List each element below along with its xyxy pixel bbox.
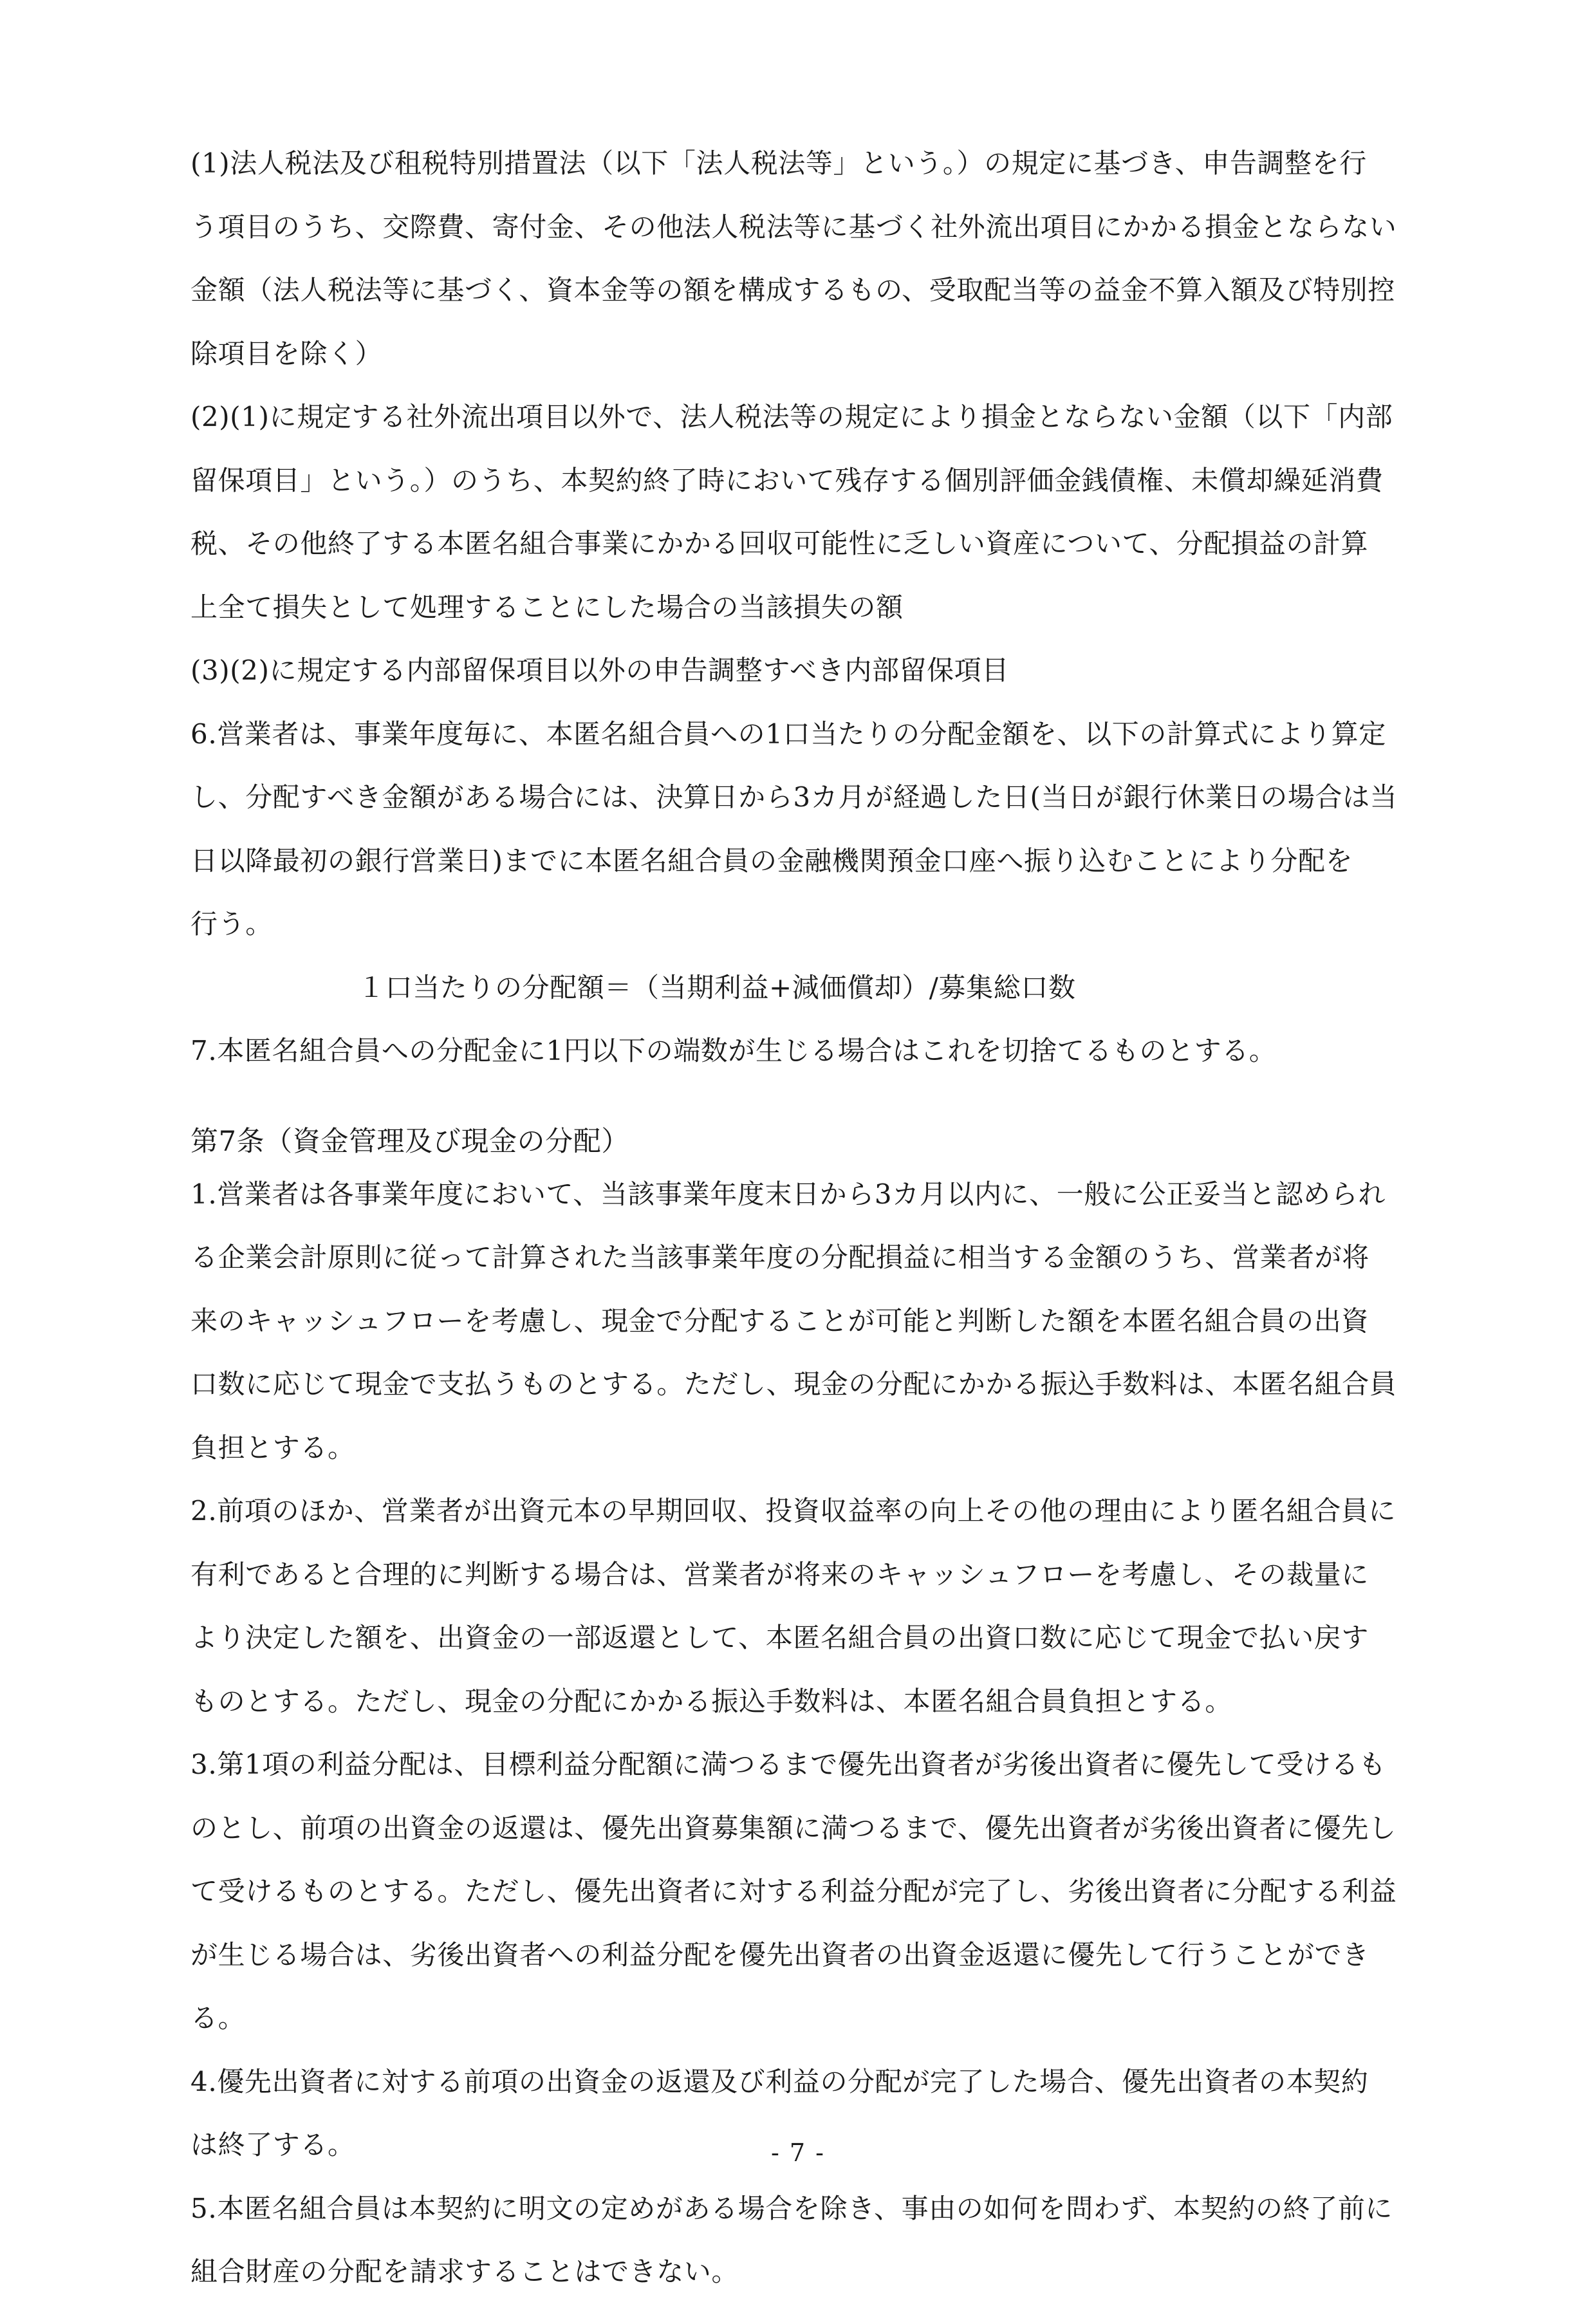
text-line: 来のキャッシュフローを考慮し、現金で分配することが可能と判断した額を本匿名組合員の出資: [190, 1305, 1369, 1337]
article-heading: 第7条（資金管理及び現金の分配）: [190, 1125, 629, 1158]
text-line: 組合財産の分配を請求することはできない。: [190, 2256, 739, 2287]
text-line: 4.優先出資者に対する前項の出資金の返還及び利益の分配が完了した場合、優先出資者の本契約: [190, 2065, 1369, 2097]
text-line: 1.営業者は各事業年度において、当該事業年度末日から3カ月以内に、一般に公正妥当と認められ: [190, 1178, 1386, 1210]
text-line: て受けるものとする。ただし、優先出資者に対する利益分配が完了し、劣後出資者に分配する利益: [190, 1875, 1397, 1907]
text-line: が生じる場合は、劣後出資者への利益分配を優先出資者の出資金返還に優先して行うことができ: [190, 1938, 1369, 1971]
text-line: 行う。: [190, 908, 273, 940]
text-line: (1)法人税法及び租税特別措置法（以下「法人税法等」という。）の規定に基づき、申告調整を行: [190, 147, 1367, 179]
text-line: (3)(2)に規定する内部留保項目以外の申告調整すべき内部留保項目: [190, 655, 1009, 686]
text-line: 負担とする。: [190, 1431, 355, 1463]
text-line: 税、その他終了する本匿名組合事業にかかる回収可能性に乏しい資産について、分配損益の計算: [190, 528, 1369, 559]
text-line: 日以降最初の銀行営業日)までに本匿名組合員の金融機関預金口座へ振り込むことにより分配を: [190, 844, 1353, 877]
text-line: は終了する。: [190, 2129, 355, 2160]
text-line: 2.前項のほか、営業者が出資元本の早期回収、投資収益率の向上その他の理由により匿名組合員に: [190, 1495, 1396, 1527]
text-line: 上全て損失として処理することにした場合の当該損失の額: [190, 591, 904, 623]
text-line: 除項目を除く）: [190, 337, 383, 369]
text-line: (2)(1)に規定する社外流出項目以外で、法人税法等の規定により損金とならない金額（以下「内部: [190, 401, 1393, 432]
page-number: - 7 -: [770, 2139, 825, 2167]
text-line: し、分配すべき金額がある場合には、決算日から3カ月が経過した日(当日が銀行休業日の場合は当: [190, 781, 1398, 813]
distribution-formula: １口当たりの分配額＝（当期利益+減価償却）/募集総口数: [358, 971, 1076, 1003]
text-line: 3.第1項の利益分配は、目標利益分配額に満つるまで優先出資者が劣後出資者に優先して受けるも: [190, 1749, 1386, 1780]
section-spacer: [190, 1083, 1406, 1120]
text-line: る。: [190, 2002, 246, 2034]
section-part1: [190, 132, 1406, 1083]
document-body: [190, 132, 1406, 2304]
section-part2: [190, 1163, 1406, 2304]
text-line: 6.営業者は、事業年度毎に、本匿名組合員への1口当たりの分配金額を、以下の計算式により算定: [190, 718, 1386, 750]
text-line: 金額（法人税法等に基づく、資本金等の額を構成するもの、受取配当等の益金不算入額及び特別控: [190, 274, 1395, 306]
text-line: 留保項目」という。）のうち、本契約終了時において残存する個別評価金銭債権、未償却繰延消費: [190, 464, 1384, 496]
text-line: 口数に応じて現金で支払うものとする。ただし、現金の分配にかかる振込手数料は、本匿名組合員: [190, 1368, 1397, 1400]
text-line: より決定した額を、出資金の一部返還として、本匿名組合員の出資口数に応じて現金で払い戻す: [190, 1622, 1369, 1653]
text-line: 5.本匿名組合員は本契約に明文の定めがある場合を除き、事由の如何を問わず、本契約の終了前に: [190, 2192, 1393, 2224]
text-line: 有利であると合理的に判断する場合は、営業者が将来のキャッシュフローを考慮し、その裁量に: [190, 1558, 1369, 1590]
text-line: ものとする。ただし、現金の分配にかかる振込手数料は、本匿名組合員負担とする。: [190, 1685, 1232, 1717]
text-line: う項目のうち、交際費、寄付金、その他法人税法等に基づく社外流出項目にかかる損金とならない: [190, 210, 1397, 243]
text-line: る企業会計原則に従って計算された当該事業年度の分配損益に相当する金額のうち、営業者が将: [190, 1241, 1369, 1273]
text-line: のとし、前項の出資金の返還は、優先出資募集額に満つるまで、優先出資者が劣後出資者に優先し: [190, 1812, 1396, 1844]
text-line: 7.本匿名組合員への分配金に1円以下の端数が生じる場合はこれを切捨てるものとする。: [190, 1035, 1277, 1066]
